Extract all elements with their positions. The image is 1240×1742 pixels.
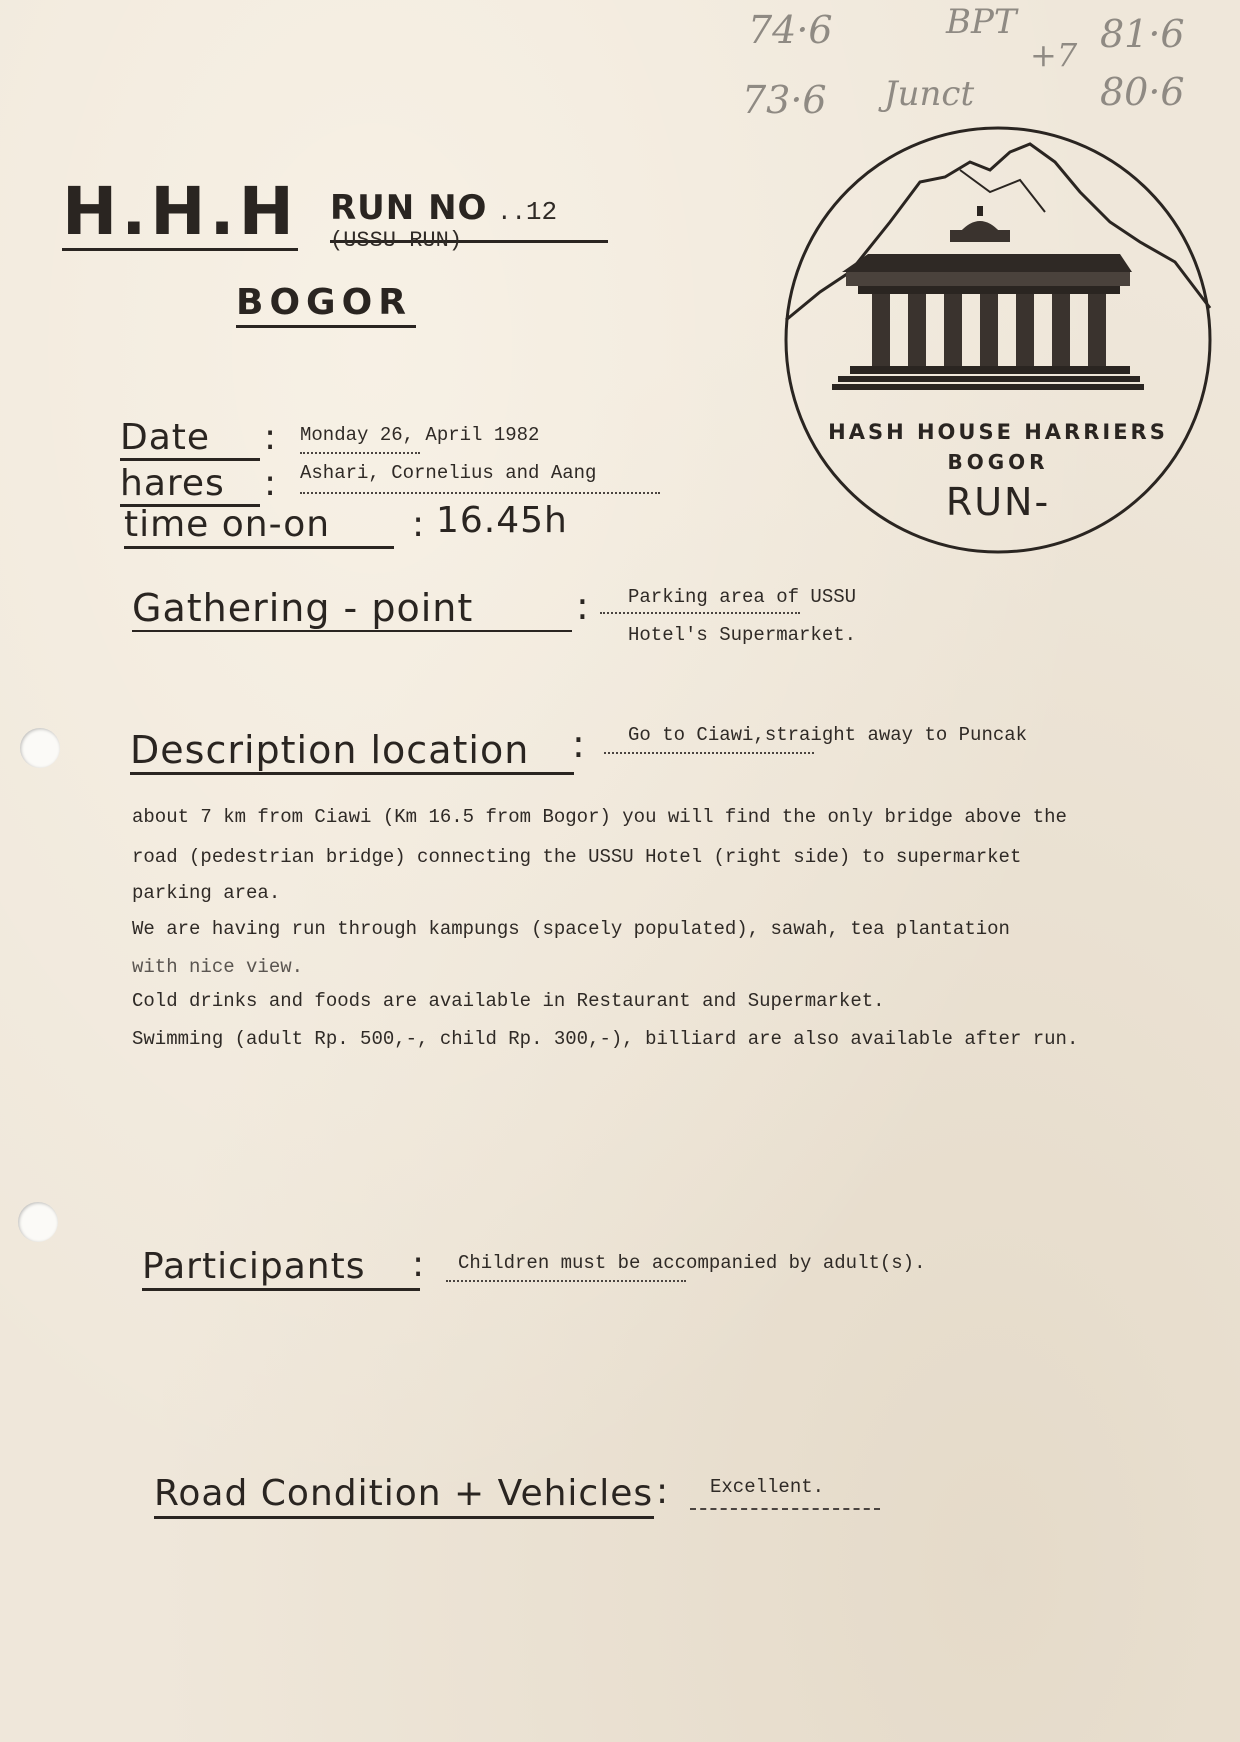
participants-dots (446, 1280, 686, 1282)
logo-line-2: BOGOR (947, 450, 1049, 474)
description-line: about 7 km from Ciawi (Km 16.5 from Bogor) you will find the only bridge above the (132, 806, 1067, 828)
pencil-note: 74·6 (748, 8, 833, 52)
date-value: Monday 26, April 1982 (300, 424, 540, 446)
pencil-note: 81·6 (1100, 12, 1185, 56)
road-label: Road Condition + Vehicles (154, 1472, 654, 1519)
run-note: (USSU RUN) (330, 228, 463, 253)
participants-value: Children must be accompanied by adult(s). (458, 1252, 926, 1274)
description-first-line: Go to Ciawi,straight away to Puncak (628, 724, 1028, 746)
pencil-note: 80·6 (1100, 70, 1185, 114)
club-logo (780, 122, 1216, 558)
pencil-note: +7 (1030, 36, 1078, 74)
participants-label: Participants (142, 1246, 420, 1291)
punch-hole (18, 1202, 58, 1242)
description-line: with nice view. (132, 956, 304, 978)
description-line: We are having run through kampungs (spacely populated), sawah, tea plantation (132, 918, 1010, 940)
run-label: RUN NO (330, 188, 488, 228)
pencil-note: Junct (884, 74, 975, 114)
time-colon: : (412, 504, 426, 545)
logo-line-1: HASH HOUSE HARRIERS (828, 420, 1168, 444)
date-label: Date (120, 418, 260, 461)
logo-line-3: RUN- (945, 480, 1051, 524)
description-colon: : (572, 722, 586, 766)
description-line: Cold drinks and foods are available in Restaurant and Supermarket. (132, 990, 885, 1012)
gathering-value-1: Parking area of USSU (628, 586, 857, 608)
road-dots (690, 1508, 880, 1510)
gathering-colon: : (576, 584, 590, 628)
description-line: Swimming (adult Rp. 500,-, child Rp. 300,-), billiard are also available after run. (132, 1028, 1079, 1050)
date-dots (300, 452, 420, 454)
city-title: BOGOR (236, 282, 416, 328)
time-label: time on-on (124, 504, 394, 549)
participants-colon: : (412, 1244, 426, 1285)
gathering-label: Gathering - point (132, 586, 572, 632)
gathering-dots (600, 612, 800, 614)
date-colon: : (264, 417, 278, 458)
road-colon: : (656, 1471, 670, 1512)
description-dots (604, 752, 814, 754)
pencil-note: 73·6 (742, 78, 827, 122)
hares-colon: : (264, 463, 278, 504)
description-label: Description location (130, 728, 574, 775)
run-number: 12 (525, 197, 558, 227)
description-line: road (pedestrian bridge) connecting the USSU Hotel (right side) to supermarket (132, 846, 1022, 868)
pencil-note: BPT (946, 2, 1017, 42)
hares-dots (300, 492, 660, 494)
description-line: parking area. (132, 882, 281, 904)
time-value: 16.45h (436, 500, 568, 541)
hares-label: hares (120, 464, 260, 507)
run-number-line: RUN NO ..12 (USSU RUN) (330, 188, 608, 243)
road-value: Excellent. (710, 1476, 825, 1498)
club-title: H.H.H (62, 173, 298, 250)
punch-hole (20, 728, 60, 768)
gathering-value-2: Hotel's Supermarket. (628, 624, 857, 646)
hares-value: Ashari, Cornelius and Aang (300, 462, 597, 484)
